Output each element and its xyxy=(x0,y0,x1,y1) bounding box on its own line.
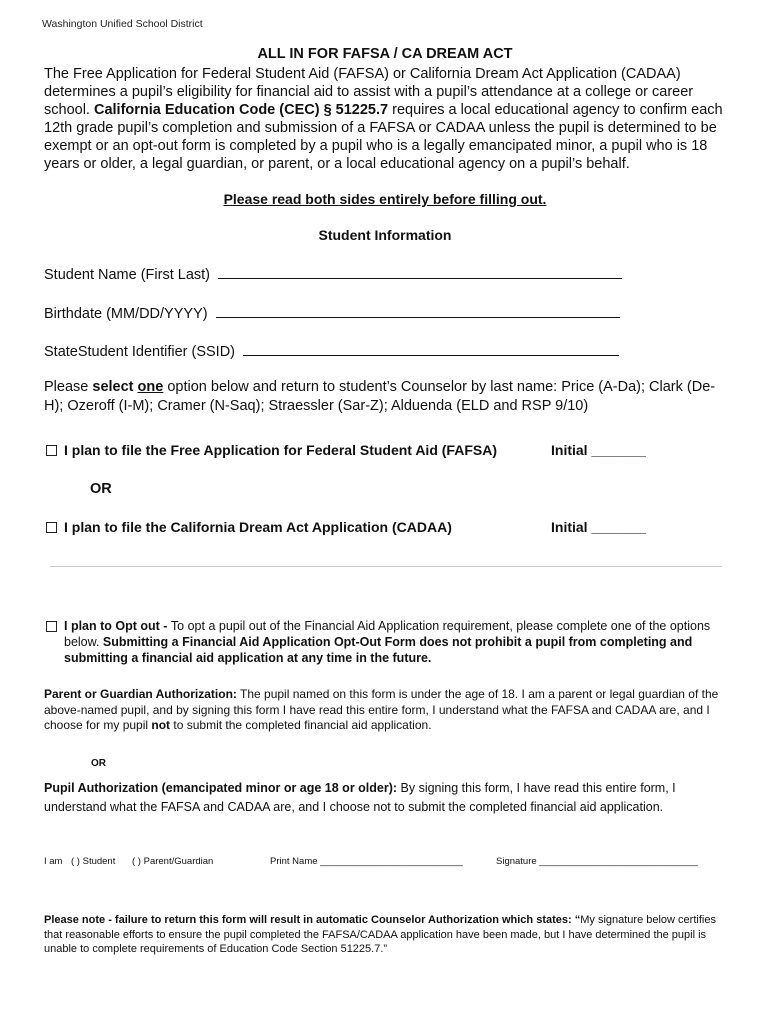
counselor-authorization-note xyxy=(44,913,734,957)
one-bold: one xyxy=(137,379,164,395)
student-role-option[interactable]: ( ) Student xyxy=(71,856,116,867)
i-am-label: I am xyxy=(44,856,63,867)
birthdate-field[interactable] xyxy=(216,305,620,318)
fafsa-option xyxy=(46,442,497,458)
cadaa-option xyxy=(46,519,452,535)
ssid-field[interactable] xyxy=(243,343,619,356)
parent-auth-label: Parent or Guardian Authorization: xyxy=(44,687,237,701)
select-bold: select xyxy=(92,379,134,395)
optout-text: To opt a pupil out of the Financial Aid Application requirement, please complete one of the options below. xyxy=(64,619,711,649)
birthdate-row xyxy=(44,305,620,322)
optout-label: I plan to Opt out - xyxy=(64,619,171,633)
student-name-label: Student Name (First Last) xyxy=(44,267,210,283)
cadaa-initial[interactable]: Initial _______ xyxy=(551,519,646,535)
student-name-row xyxy=(44,266,622,283)
parent-authorization xyxy=(44,687,724,734)
student-info-heading: Student Information xyxy=(318,227,452,243)
form-title: ALL IN FOR FAFSA / CA DREAM ACT xyxy=(257,46,513,62)
print-name-field[interactable]: Print Name ___________________________ xyxy=(270,856,463,867)
optout-bold-text: Submitting a Financial Aid Application Opt-Out Form does not prohibit a pupil from completing and submitting a financial aid application at any time in the future. xyxy=(64,635,693,665)
cadaa-option-label: I plan to file the California Dream Act Application (CADAA) xyxy=(64,519,452,535)
select-text-post: option below and return to student’s Counselor by last name: Price (A-Da); Clark (De-H); Ozeroff (I-M); Cramer (N-Saq); Straessler (Sar-Z); Alduenda (ELD and RSP 9/10) xyxy=(44,379,716,414)
section-divider xyxy=(50,566,722,567)
pupil-auth-text: By signing this form, I have read this entire form, I understand what the FAFSA and CADAA are, and I choose not to submit the completed financial aid application. xyxy=(44,781,676,814)
intro-paragraph xyxy=(44,65,734,173)
birthdate-label: Birthdate (MM/DD/YYYY) xyxy=(44,306,208,322)
or-small-separator: OR xyxy=(91,758,106,769)
parent-auth-text-2: to submit the completed financial aid application. xyxy=(170,718,432,732)
pupil-auth-label: Pupil Authorization (emancipated minor or age 18 or older): xyxy=(44,781,398,795)
fafsa-initial[interactable]: Initial _______ xyxy=(551,442,646,458)
ssid-label: StateStudent Identifier (SSID) xyxy=(44,344,236,360)
intro-text-1: The Free Application for Federal Student Aid (FAFSA) or California Dream Act Application (CADAA) determines a pupil’s eligibility for financial aid to assist with a pupil’s attendance at a college or career school. xyxy=(44,66,694,118)
cadaa-checkbox[interactable] xyxy=(46,522,57,533)
intro-text-2: requires a local educational agency to confirm each 12th grade pupil’s completion and submission of a FAFSA or CADAA unless the pupil is determined to be exempt or an opt-out form is completed by a pupil who is a legally emancipated minor, a pupil who is 18 years or older, a legal guardian, or parent, or a local educational agency on a pupil’s behalf. xyxy=(44,102,723,172)
district-header: Washington Unified School District xyxy=(42,18,203,30)
pupil-authorization xyxy=(44,779,724,817)
parent-auth-not: not xyxy=(151,718,171,732)
select-instructions xyxy=(44,378,734,416)
fafsa-checkbox[interactable] xyxy=(46,445,57,456)
student-name-field[interactable] xyxy=(218,266,622,279)
signature-field[interactable]: Signature ______________________________ xyxy=(496,856,698,867)
optout-checkbox[interactable] xyxy=(46,621,57,632)
optout-option xyxy=(46,618,726,666)
select-text-pre: Please xyxy=(44,379,93,395)
note-bold: Please note - failure to return this form will result in automatic Counselor Authorization which states: “ xyxy=(44,914,581,926)
optout-text-block xyxy=(64,618,726,666)
please-read-notice: Please read both sides entirely before filling out. xyxy=(223,191,547,207)
fafsa-option-label: I plan to file the Free Application for Federal Student Aid (FAFSA) xyxy=(64,442,497,458)
parent-auth-text-1: The pupil named on this form is under the age of 18. I am a parent or legal guardian of the above-named pupil, and by signing this form I have read this entire form, I understand what the FAFSA and CADAA are, and I choose for my pupil xyxy=(44,687,719,732)
ssid-row xyxy=(44,343,619,360)
note-text: My signature below certifies that reasonable efforts to ensure the pupil completed the FAFSA/CADAA application have been made, but I have determined the pupil is unable to complete requirements of Education Code Section 51225.7.” xyxy=(44,914,716,955)
parent-role-option[interactable]: ( ) Parent/Guardian xyxy=(132,856,214,867)
or-separator: OR xyxy=(90,481,112,497)
education-code-reference: California Education Code (CEC) § 51225.7 xyxy=(93,102,389,118)
